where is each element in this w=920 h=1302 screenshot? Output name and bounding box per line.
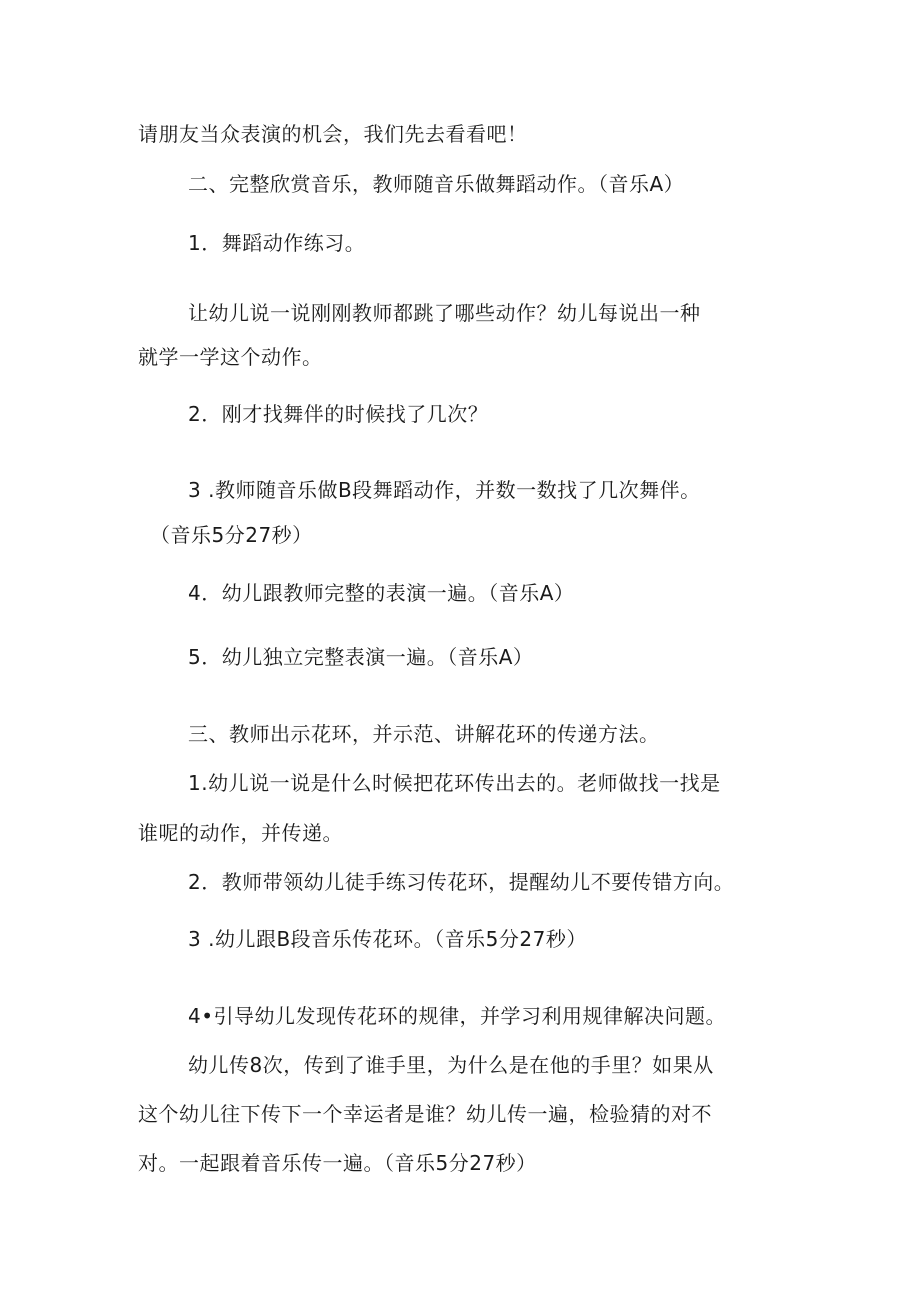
text-line: 幼儿传8次，传到了谁手里，为什么是在他的手里？如果从 xyxy=(188,1053,714,1077)
text-line: 让幼儿说一说刚刚教师都跳了哪些动作？幼儿每说出一种 xyxy=(188,301,701,325)
list-item: 2．教师带领幼儿徒手练习传花环，提醒幼儿不要传错方向。 xyxy=(188,870,735,894)
section-heading: 二、完整欣赏音乐，教师随音乐做舞蹈动作。（音乐A） xyxy=(188,172,685,196)
section-heading: 三、教师出示花环，并示范、讲解花环的传递方法。 xyxy=(188,722,660,746)
text-line: 就学一学这个动作。 xyxy=(138,345,323,369)
text-line: 请朋友当众表演的机会，我们先去看看吧！ xyxy=(138,122,528,146)
list-item: 1.幼儿说一说是什么时候把花环传出去的。老师做找一找是 xyxy=(188,771,721,795)
list-item: 4•引导幼儿发现传花环的规律，并学习利用规律解决问题。 xyxy=(188,1004,727,1028)
list-item: 4．幼儿跟教师完整的表演一遍。（音乐A） xyxy=(188,581,575,605)
text-line: 对。一起跟着音乐传一遍。（音乐5分27秒） xyxy=(138,1151,537,1175)
list-item: 5．幼儿独立完整表演一遍。（音乐A） xyxy=(188,645,534,669)
list-item: 3 .幼儿跟B段音乐传花环。（音乐5分27秒） xyxy=(188,927,587,951)
text-line: 谁呢的动作，并传递。 xyxy=(138,821,343,845)
text-line: 这个幼儿往下传下一个幸运者是谁？幼儿传一遍，检验猜的对不 xyxy=(138,1102,712,1126)
list-item: 1．舞蹈动作练习。 xyxy=(188,231,366,255)
list-item: 2．刚才找舞伴的时候找了几次？ xyxy=(188,402,489,426)
text-line: （音乐5分27秒） xyxy=(150,523,313,547)
list-item: 3 .教师随音乐做B段舞蹈动作，并数一数找了几次舞伴。 xyxy=(188,478,701,502)
